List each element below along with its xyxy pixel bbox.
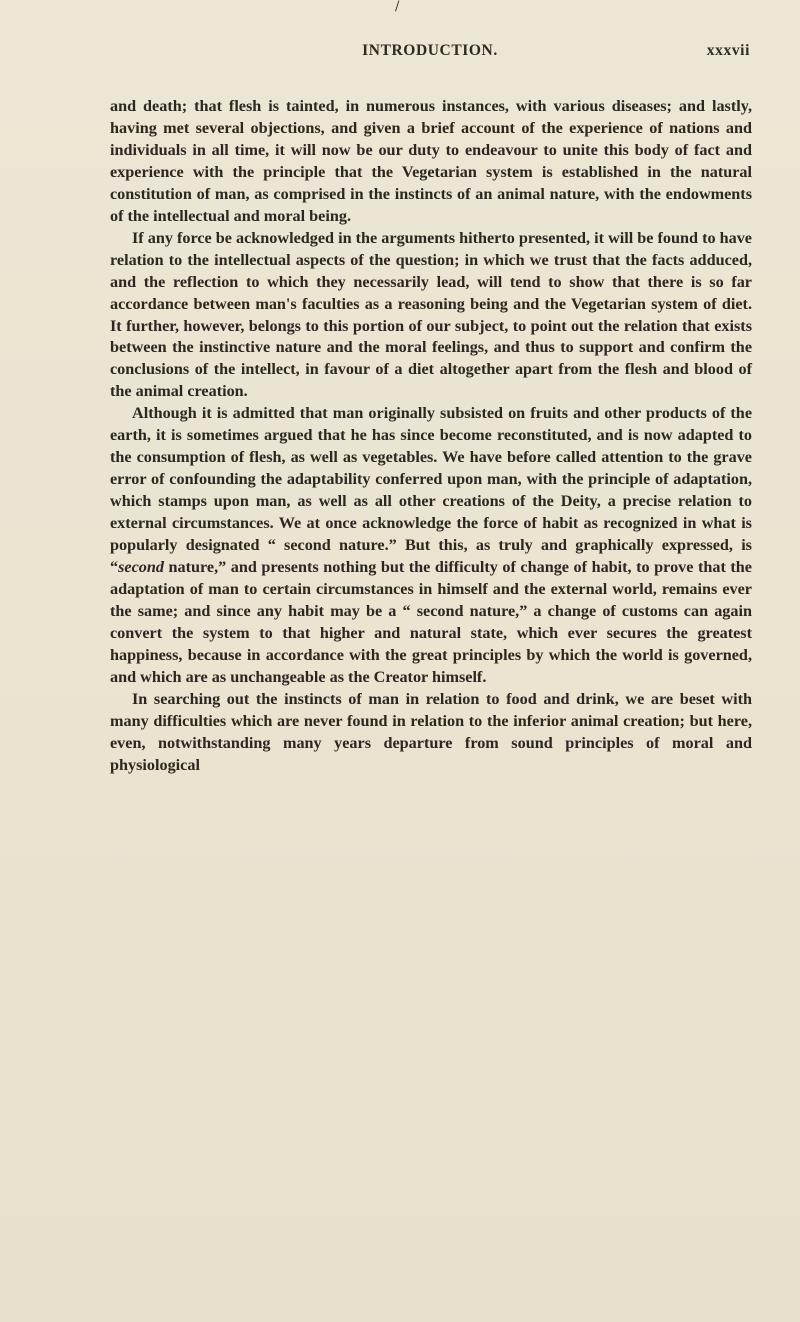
paragraph-3-part-2: nature,” and presents nothing but the difficulty of change of habit, to prove that the adaptation of man to certain circumstances in himself and the external world, remains ever the same; and since any habit may be a “ second nature,” a change of customs can again convert the system to that higher and natural state, which ever secures the greatest happiness, because in accordance with the great principles by which the world is governed, and which are as unchangeable as the Creator himself. xyxy=(110,558,752,686)
body-text xyxy=(110,96,752,777)
paragraph-3 xyxy=(110,403,752,688)
paragraph-4: In searching out the instincts of man in relation to food and drink, we are beset with many difficulties which are never found in relation to the inferior animal creation; but here, even, notwithstanding many years departure from sound principles of moral and physiological xyxy=(110,689,752,774)
emphasis-second: second xyxy=(118,558,164,577)
paragraph-3-part-1: Although it is admitted that man originally subsisted on fruits and other products of the earth, it is sometimes argued that he has since become reconstituted, and is now adapted to the consumption of flesh, as well as vegetables. We have before called attention to the grave error of confounding the adaptability conferred upon man, with the principle of adaptation, which stamps upon man, as well as all other creations of the Deity, a precise relation to external circumstances. We at once acknowledge the force of habit as recognized in what is popularly designated “ second nature.” But this, as truly and graphically expressed, is “ xyxy=(110,404,752,577)
top-margin-mark: / xyxy=(395,0,400,14)
running-head: INTRODUCTION. xyxy=(362,42,498,59)
page-header xyxy=(110,42,750,66)
paragraph-1: and death; that flesh is tainted, in numerous instances, with various diseases; and lastly, having met several objections, and given a brief account of the experience of nations and individuals in all time, it will now be our duty to endeavour to unite this body of fact and experience with the principle that the Vegetarian system is established in the natural constitution of man, as comprised in the instincts of an animal nature, with the endowments of the intellectual and moral being. xyxy=(110,97,752,225)
paragraph-2: If any force be acknowledged in the arguments hitherto presented, it will be found to have relation to the intellectual aspects of the question; in which we trust that the facts adduced, and the reflection to which they necessarily lead, will tend to show that there is so far accordance between man's faculties as a reasoning being and the Vegetarian system of diet. It further, however, belongs to this portion of our subject, to point out the relation that exists between the instinctive nature and the moral feelings, and thus to support and confirm the conclusions of the intellect, in favour of a diet altogether apart from the flesh and blood of the animal creation. xyxy=(110,228,752,401)
page-number: xxxvii xyxy=(706,42,750,59)
